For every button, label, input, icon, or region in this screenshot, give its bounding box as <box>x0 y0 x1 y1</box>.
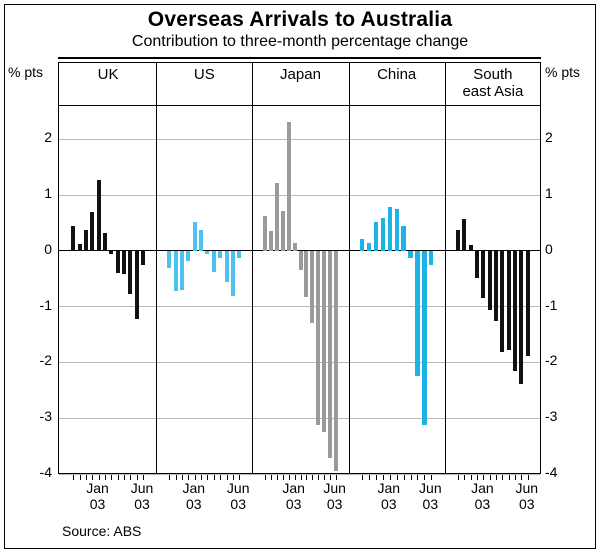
bar <box>231 251 235 296</box>
y-tick-label-left: 2 <box>44 129 52 146</box>
bar <box>174 251 178 291</box>
bar <box>395 209 399 251</box>
bar <box>401 226 405 251</box>
bar <box>310 251 314 323</box>
y-tick-label-right: -1 <box>545 296 558 313</box>
chart-subtitle: Contribution to three-month percentage change <box>131 33 469 50</box>
bar <box>71 226 75 251</box>
y-tick-label-right: 1 <box>545 185 553 202</box>
x-axis-label: Jan 03 <box>377 480 401 512</box>
bar <box>180 251 184 290</box>
bar <box>78 244 82 251</box>
x-axis-label: Jan 03 <box>182 480 206 512</box>
bar <box>360 239 364 251</box>
bar <box>526 251 530 356</box>
bar <box>481 251 485 298</box>
bar <box>328 251 332 458</box>
y-tick-label-right: -2 <box>545 352 558 369</box>
bar <box>322 251 326 432</box>
y-tick-label-right: 0 <box>545 240 553 257</box>
panel-divider <box>156 63 157 473</box>
bar <box>429 251 433 265</box>
y-tick-label-left: -4 <box>39 464 52 480</box>
title-divider <box>58 57 541 59</box>
y-tick-label-left: -2 <box>39 352 52 369</box>
bar <box>103 233 107 251</box>
panel-title-us: US <box>193 66 215 83</box>
bar <box>109 251 113 254</box>
bar <box>90 212 94 251</box>
x-axis-label: Jan 03 <box>86 480 109 512</box>
bar <box>422 251 426 425</box>
panel-divider <box>445 63 446 473</box>
plot-area <box>58 62 541 474</box>
bar <box>469 245 473 251</box>
bar <box>193 222 197 251</box>
bar <box>381 218 385 251</box>
x-axis-label: Jan 03 <box>471 480 494 512</box>
bar <box>293 243 297 251</box>
bar <box>269 231 273 251</box>
gridline <box>59 195 540 196</box>
gridline <box>59 474 540 475</box>
panel-divider <box>349 63 350 473</box>
bar <box>116 251 120 273</box>
x-axis-label: Jun 03 <box>323 480 346 512</box>
source-note: Source: ABS <box>62 523 142 539</box>
panel-title-china: China <box>377 66 417 83</box>
y-tick-label-left: -1 <box>39 296 52 313</box>
bar <box>237 251 241 258</box>
bar <box>122 251 126 274</box>
bar <box>299 251 303 271</box>
bar <box>84 230 88 251</box>
bar <box>275 183 279 251</box>
gridline <box>59 418 540 419</box>
bar <box>186 251 190 261</box>
y-tick-label-left: -3 <box>39 408 52 425</box>
bar <box>507 251 511 350</box>
gridline <box>59 362 540 363</box>
bar <box>218 251 222 258</box>
bar <box>500 251 504 352</box>
bar <box>334 251 338 471</box>
y-tick-label-right: -4 <box>545 464 558 480</box>
y-axis-unit-right: % pts <box>545 64 581 80</box>
gridline <box>59 139 540 140</box>
bar <box>367 243 371 251</box>
x-axis-label: Jun 03 <box>515 480 539 512</box>
bar <box>519 251 523 384</box>
bar <box>494 251 498 321</box>
x-axis-label: Jun 03 <box>226 480 250 512</box>
panel-title-japan: Japan <box>280 66 321 83</box>
bar <box>199 230 203 251</box>
bar <box>513 251 517 371</box>
bar <box>374 222 378 251</box>
bar <box>316 251 320 425</box>
bar <box>128 251 132 294</box>
bar <box>408 251 412 258</box>
bar <box>167 251 171 268</box>
bar <box>304 251 308 297</box>
panel-title-uk: UK <box>97 66 119 83</box>
y-tick-label-right: 2 <box>545 129 553 146</box>
bar <box>225 251 229 282</box>
panel-title-south-east-asia: South east Asia <box>462 66 524 100</box>
bar <box>462 219 466 251</box>
x-axis-label: Jun 03 <box>419 480 442 512</box>
bar <box>415 251 419 376</box>
bar <box>97 180 101 251</box>
x-axis-label: Jan 03 <box>282 480 305 512</box>
bar <box>388 207 392 250</box>
y-tick-label-left: 0 <box>44 240 52 257</box>
panel-divider <box>252 63 253 473</box>
bar <box>456 230 460 251</box>
chart-title: Overseas Arrivals to Australia <box>147 8 453 31</box>
bar <box>135 251 139 319</box>
gridline <box>59 306 540 307</box>
bar <box>287 122 291 251</box>
bar <box>263 216 267 251</box>
x-axis-label: Jun 03 <box>130 480 154 512</box>
bar <box>488 251 492 310</box>
y-tick-label-right: -3 <box>545 408 558 425</box>
bar <box>205 251 209 254</box>
y-axis-unit-left: % pts <box>8 64 44 80</box>
bar <box>475 251 479 278</box>
bar <box>281 211 285 251</box>
bar <box>212 251 216 272</box>
bar <box>141 251 145 265</box>
y-tick-label-left: 1 <box>44 185 52 202</box>
